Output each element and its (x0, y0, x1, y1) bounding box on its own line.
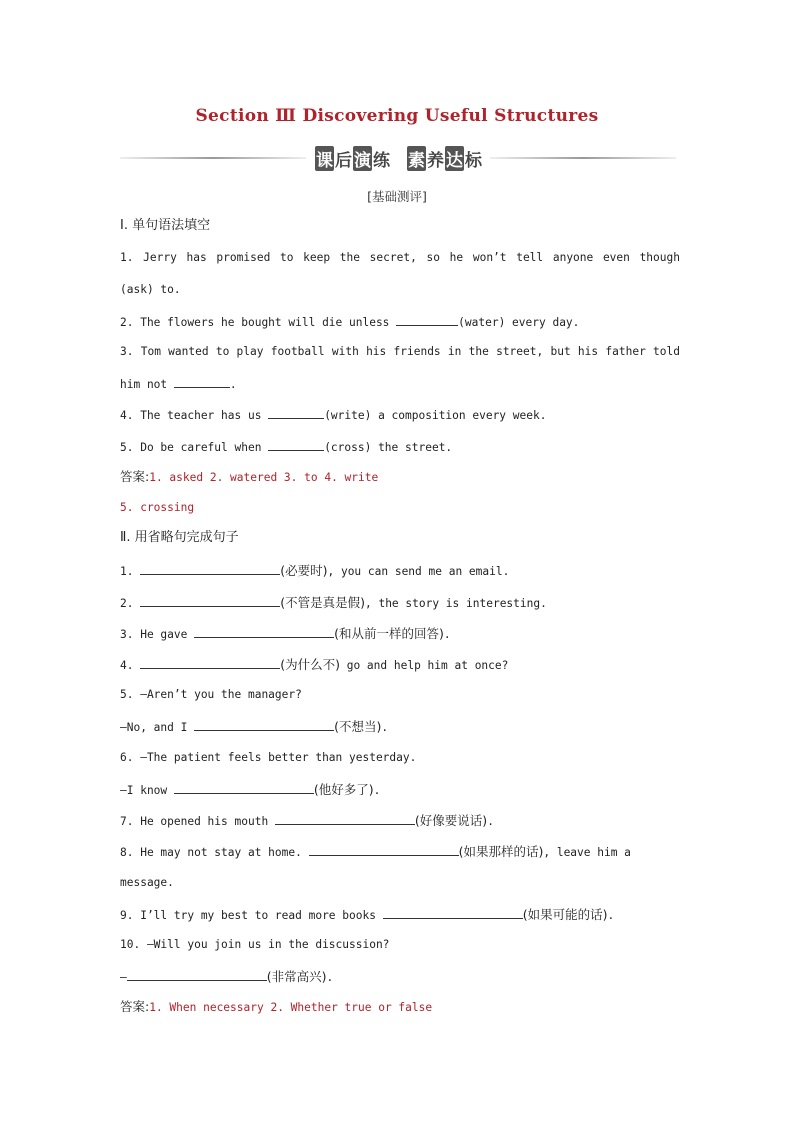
answer-blank[interactable] (174, 781, 314, 794)
banner-rule-right (490, 157, 676, 159)
answer-blank[interactable] (309, 843, 459, 856)
part2-q10-line1: 10. —Will you join us in the discussion? (120, 938, 390, 951)
answer-blank[interactable] (194, 718, 334, 731)
answer-blank[interactable] (383, 906, 523, 919)
answer-blank[interactable] (268, 406, 324, 419)
part2-q6-line1: 6. —The patient feels better than yesterday. (120, 751, 417, 764)
subtitle: [基础测评] (367, 189, 427, 204)
answer-blank[interactable] (174, 375, 230, 388)
part2-q5-line1: 5. —Aren’t you the manager? (120, 688, 302, 701)
part2-answer: 答案:1. When necessary 2. Whether true or false (120, 999, 433, 1014)
part2-q6-line2: —I know (他好多了). (120, 782, 381, 797)
section-banner (120, 146, 676, 170)
part1-q3-line1: 3. Tom wanted to play football with his friends in the street, but his father told (120, 345, 680, 358)
answer-blank[interactable] (140, 594, 280, 607)
banner-rule-left (120, 157, 306, 159)
answer-blank[interactable] (140, 562, 280, 575)
part1-heading: Ⅰ. 单句语法填空 (120, 218, 211, 233)
part2-q7: 7. He opened his mouth (好像要说话). (120, 813, 494, 828)
page-title: Section Ⅲ Discovering Useful Structures (195, 106, 599, 126)
banner-text: 课 后 演 练 素 养 达 标 (306, 146, 490, 171)
answer-blank[interactable] (127, 968, 267, 981)
part1-q1-line1: 1. Jerry has promised to keep the secret, so he won’t tell anyone even though (120, 251, 680, 264)
part2-q8-line2: message. (120, 876, 174, 889)
part2-q1: 1. (必要时), you can send me an email. (120, 563, 510, 578)
part1-q3-line2: him not . (120, 375, 680, 393)
answer-blank[interactable] (268, 438, 324, 451)
answer-blank[interactable] (140, 656, 280, 669)
answer-blank[interactable] (275, 812, 415, 825)
part1-answer-line2: 5. crossing (120, 501, 195, 514)
part1-q1-line2: (ask) to. (120, 283, 181, 296)
part2-q4: 4. (为什么不) go and help him at once? (120, 657, 509, 672)
part1-q4: 4. The teacher has us (write) a composition every week. (120, 406, 680, 424)
part2-q8-line1: 8. He may not stay at home. (如果那样的话), leave him a (120, 844, 631, 859)
part2-q5-line2: —No, and I (不想当). (120, 719, 389, 734)
part2-q3: 3. He gave (和从前一样的回答). (120, 626, 451, 641)
answer-blank[interactable] (194, 625, 334, 638)
answer-blank[interactable] (396, 313, 458, 326)
part2-q9: 9. I’ll try my best to read more books (如果可能的话). (120, 907, 615, 922)
part2-q2: 2. (不管是真是假), the story is interesting. (120, 595, 547, 610)
part1-q5: 5. Do be careful when (cross) the street. (120, 438, 680, 456)
part2-q10-line2: — (非常高兴). (120, 969, 334, 984)
part1-answer: 答案:1. asked 2. watered 3. to 4. write (120, 469, 379, 484)
part2-heading: Ⅱ. 用省略句完成句子 (120, 530, 239, 545)
part1-q2: 2. The flowers he bought will die unless (water) every day. (120, 313, 680, 331)
